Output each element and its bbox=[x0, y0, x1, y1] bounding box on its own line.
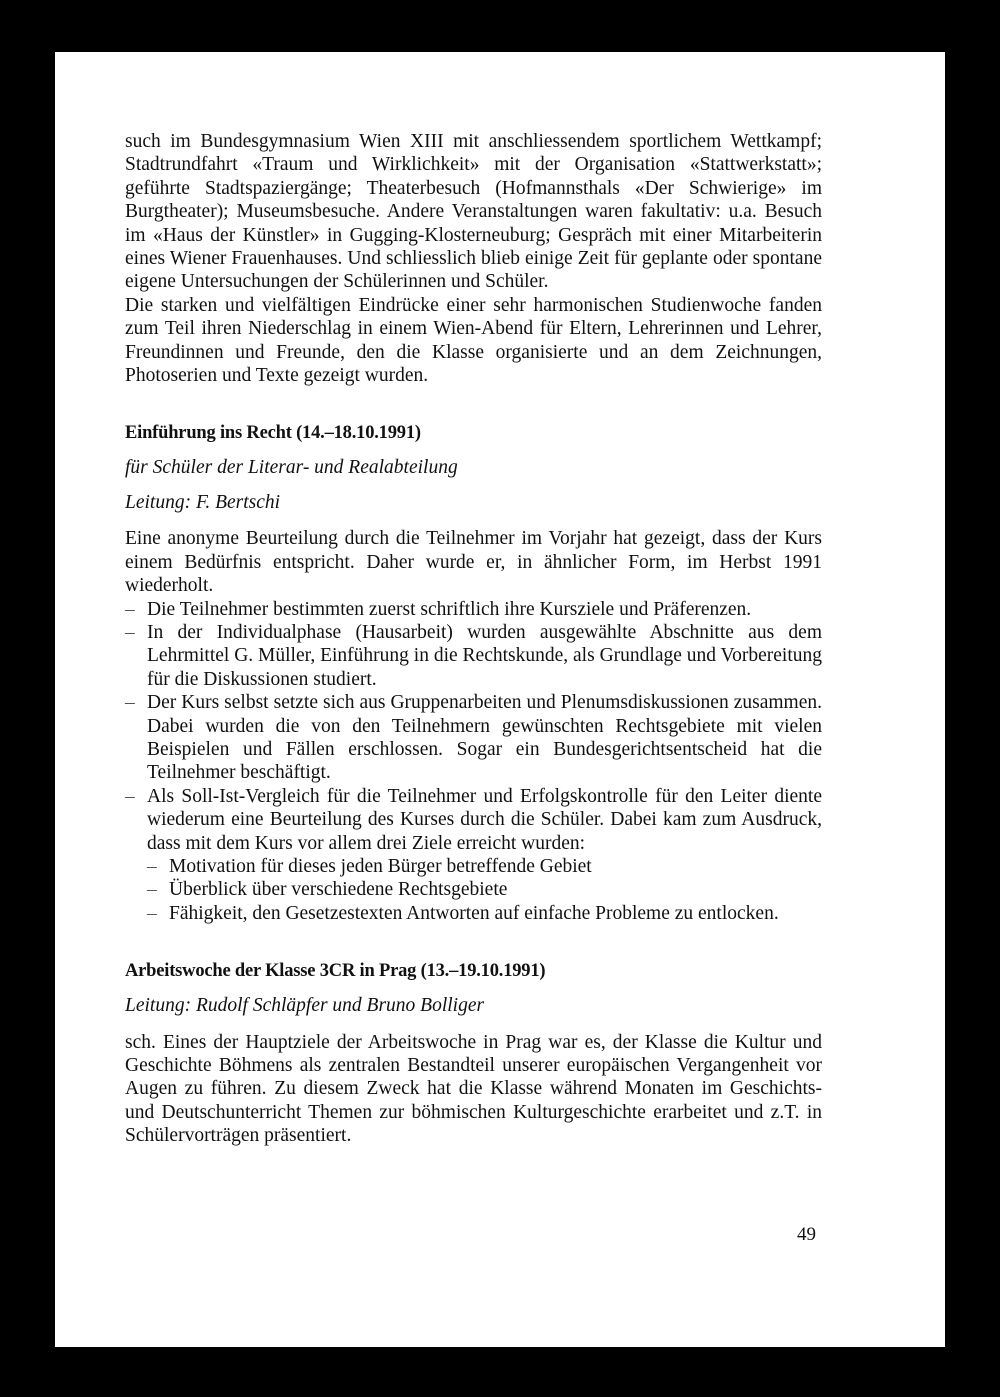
list-item: – Der Kurs selbst setzte sich aus Gruppenarbeiten und Plenumsdiskussionen zusammen. Dabei wurden die von den Teilnehmern gewünschten Rechtsgebiete mit vielen Beispielen und Fällen erschlossen. Sogar ein Bundesgerichtsentscheid hat die Teilnehmer beschäftigt. bbox=[125, 691, 822, 785]
sub-list-item: – Fähigkeit, den Gesetzestexten Antworten auf einfache Probleme zu entlocken. bbox=[147, 902, 822, 925]
section-leader: Leitung: F. Bertschi bbox=[125, 491, 281, 513]
section-audience: für Schüler der Literar- und Realabteilung bbox=[125, 457, 458, 479]
goals-list bbox=[147, 855, 822, 925]
course-list bbox=[125, 598, 822, 926]
list-item: – Die Teilnehmer bestimmten zuerst schriftlich ihre Kursziele und Präferenzen. bbox=[125, 598, 822, 621]
list-item bbox=[125, 785, 822, 925]
page-content bbox=[125, 130, 822, 1148]
section-heading-prag: Arbeitswoche der Klasse 3CR in Prag (13.–19.10.1991) bbox=[125, 961, 546, 982]
sub-list-item: – Motivation für dieses jeden Bürger betreffende Gebiet bbox=[147, 855, 822, 878]
page-number: 49 bbox=[797, 1224, 816, 1245]
intro-paragraph-1: such im Bundesgymnasium Wien XIII mit anschliessendem sportlichem Wettkampf; Stadtrundfahrt «Traum und Wirklichkeit» mit der Organisation «Stattwerkstatt»; geführte Stadtspaziergänge; Theaterbesuch (Hofmannsthals «Der Schwierige» im Burgtheater); Museumsbesuche. Andere Veranstaltungen waren fakultativ: u.a. Besuch im «Haus der Künstler» in Gugging-Klosterneuburg; Gespräch mit einer Mitarbeiterin eines Wiener Frauenhauses. Und schliesslich blieb einige Zeit für geplante oder spontane eigene Untersuchungen der Schülerinnen und Schüler. bbox=[125, 131, 822, 293]
document-page bbox=[55, 52, 945, 1347]
list-item: – In der Individualphase (Hausarbeit) wurden ausgewählte Abschnitte aus dem Lehrmittel G. Müller, Einführung in die Rechtskunde, als Grundlage und Vorbereitung für die Diskussionen studiert. bbox=[125, 621, 822, 691]
section-intro: Eine anonyme Beurteilung durch die Teilnehmer im Vorjahr hat gezeigt, dass der Kurs einem Bedürfnis entspricht. Daher wurde er, in ähnlicher Form, im Herbst 1991 wiederholt. bbox=[125, 528, 822, 597]
section-heading-recht: Einführung ins Recht (14.–18.10.1991) bbox=[125, 423, 421, 444]
section2-leader: Leitung: Rudolf Schläpfer und Bruno Bolliger bbox=[125, 995, 485, 1017]
list-item-text: Als Soll-Ist-Vergleich für die Teilnehmer und Erfolgskontrolle für den Leiter diente wiederum eine Beurteilung des Kurses durch die Schüler. Dabei kam zum Ausdruck, dass mit dem Kurs vor allem drei Ziele erreicht wurden: bbox=[147, 785, 822, 854]
intro-paragraph-2: Die starken und vielfältigen Eindrücke einer sehr harmonischen Studienwoche fanden zum Teil ihren Niederschlag in einem Wien-Abend für Eltern, Lehrerinnen und Lehrer, Freundinnen und Freunde, den die Klasse organisierte und an dem Zeichnungen, Photoserien und Texte gezeigt wurden. bbox=[125, 294, 822, 387]
section2-body: sch. Eines der Hauptziele der Arbeitswoche in Prag war es, der Klasse die Kultur und Geschichte Böhmens als zentralen Bestandteil unserer europäischen Vergangenheit vor Augen zu führen. Zu diesem Zweck hat die Klasse während Monaten im Geschichts- und Deutschunterricht Themen zur böhmischen Kulturgeschichte erarbeitet und z.T. in Schülervorträgen präsentiert. bbox=[125, 1031, 822, 1147]
sub-list-item: – Überblick über verschiedene Rechtsgebiete bbox=[147, 878, 822, 901]
